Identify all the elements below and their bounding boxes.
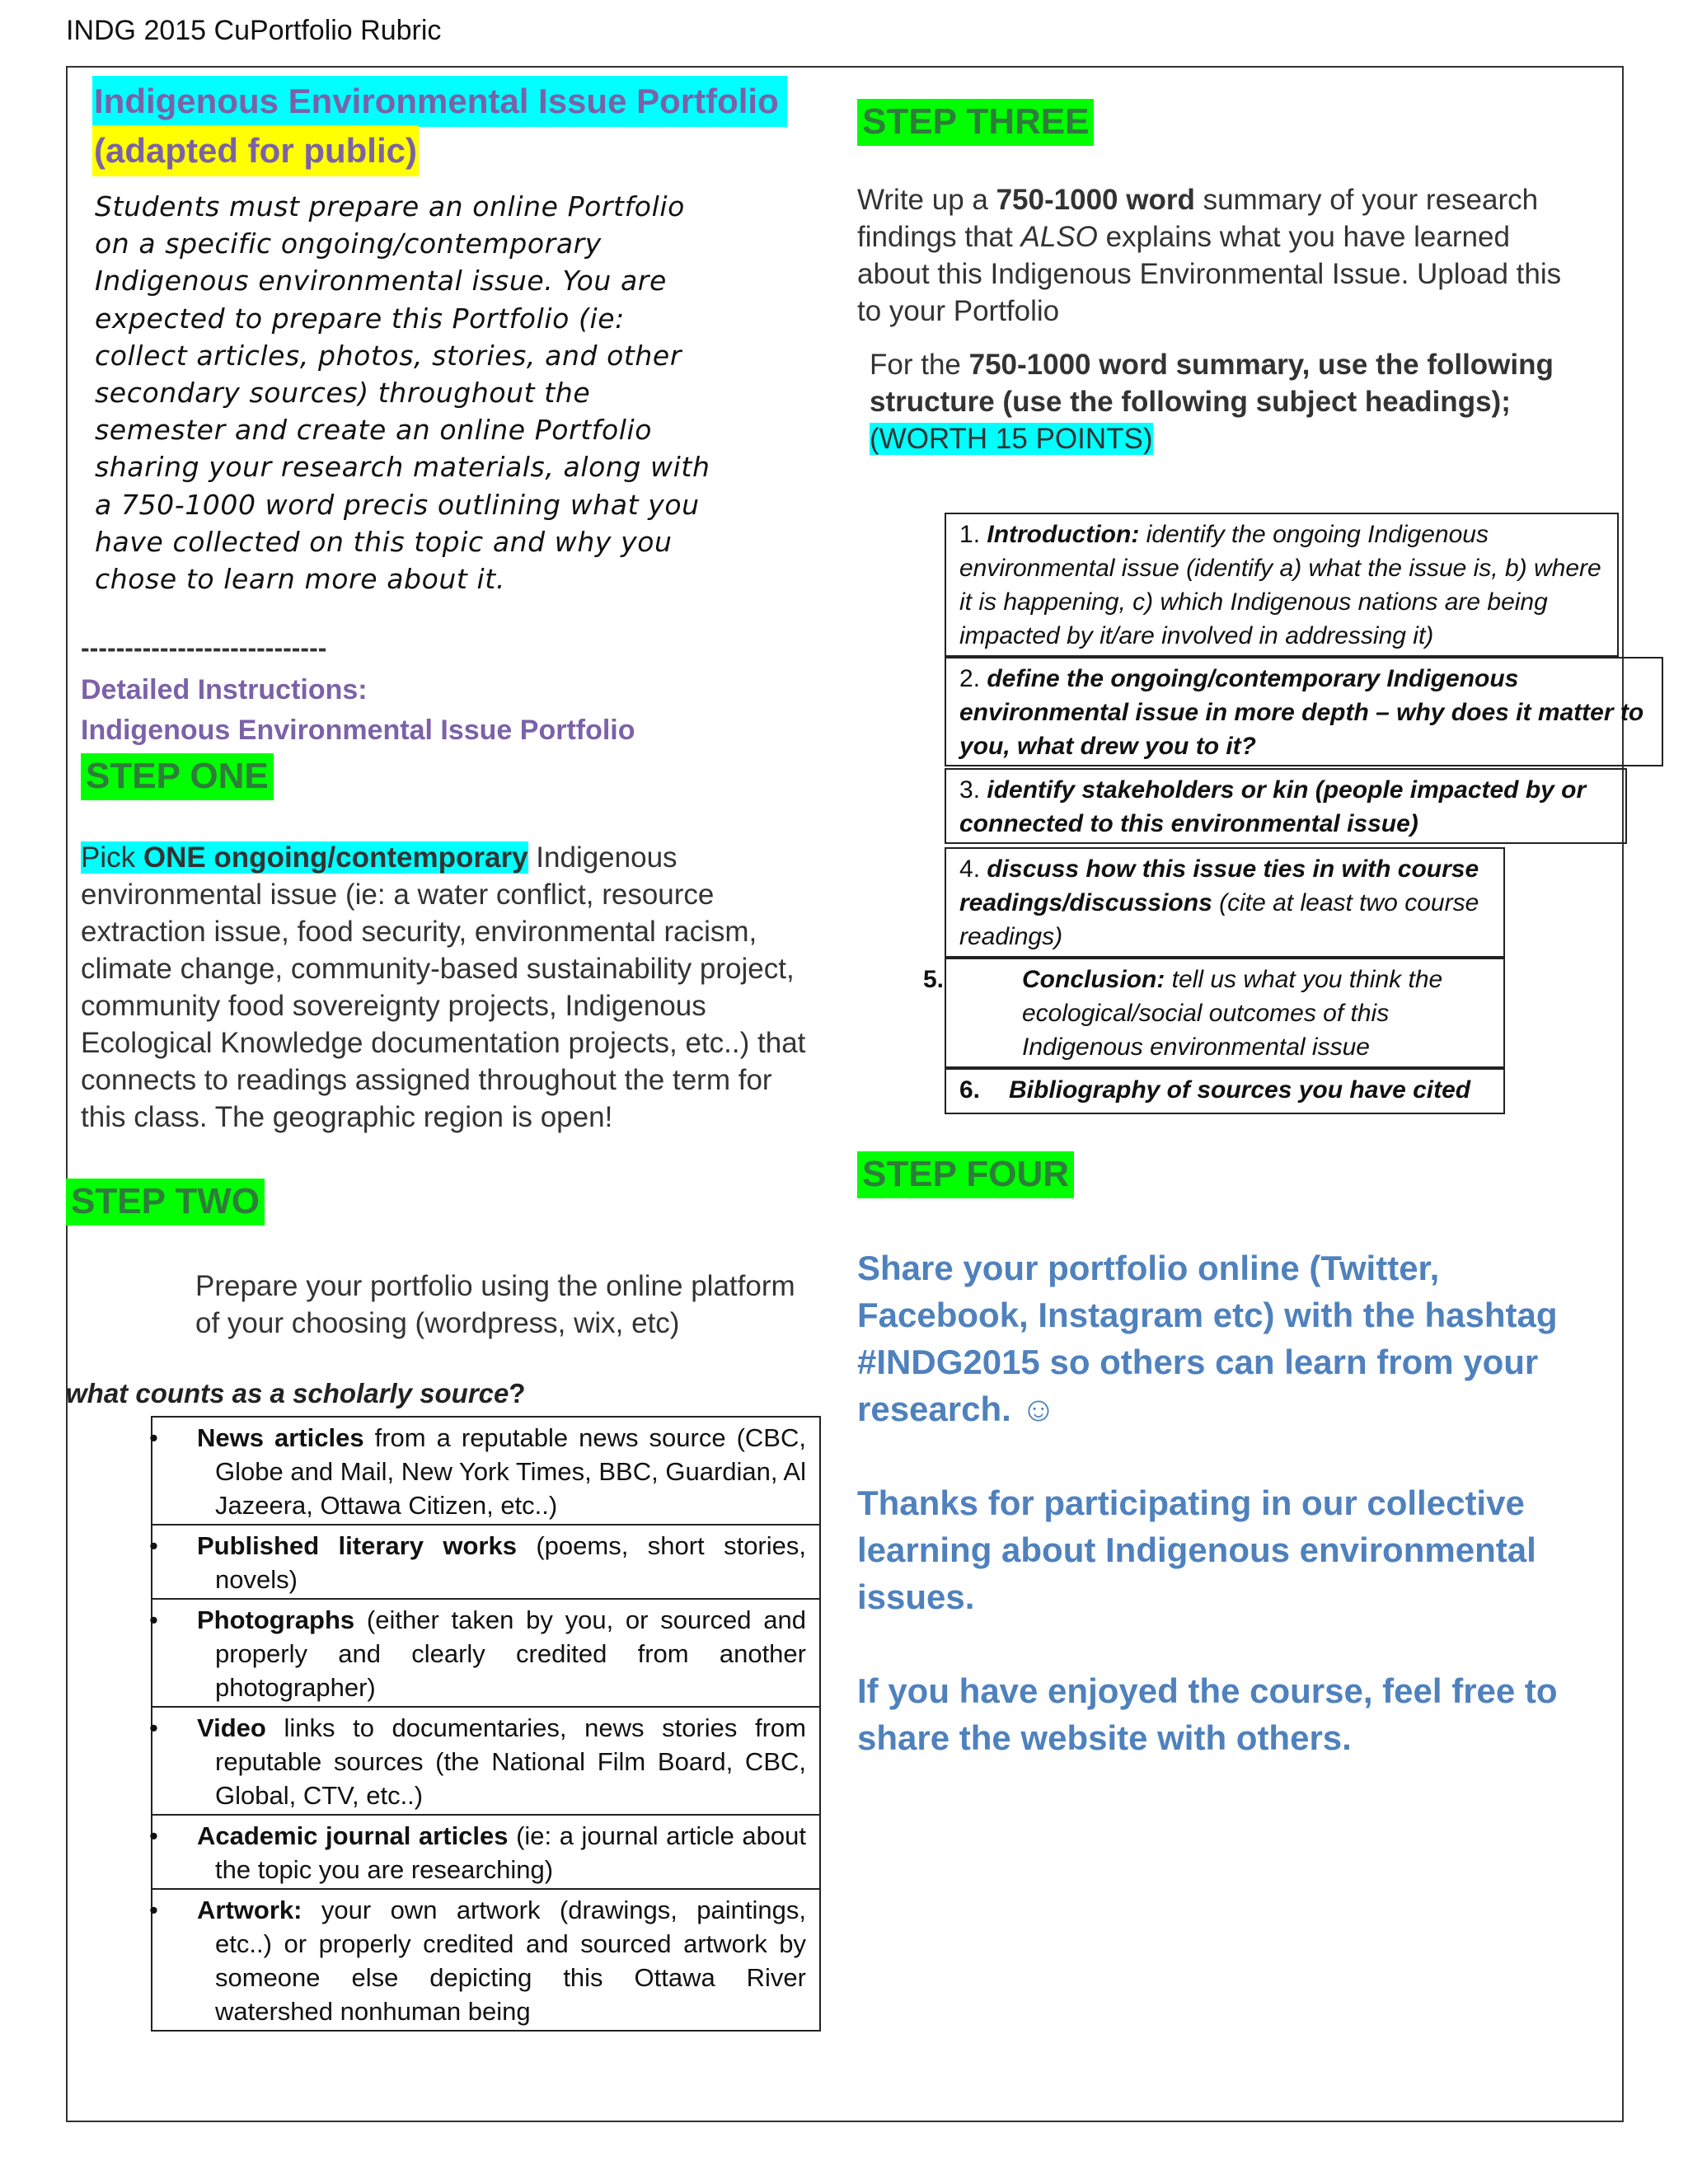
structure-heading: discuss how this issue ties in with course readings/discussions [959, 855, 1479, 916]
scholarly-question-mark: ? [509, 1378, 526, 1408]
bullet-icon: • [149, 1423, 158, 1452]
structure-sep: . [973, 776, 987, 804]
structure-sep: . [973, 665, 987, 692]
source-type: Artwork: [197, 1896, 302, 1924]
source-description: links to documentaries, news stories from reputable sources (the National Film Board, CBC, Global, CTV, etc..) [215, 1713, 806, 1810]
step-one-pick-highlight [81, 841, 528, 874]
scholarly-sources-table [151, 1416, 821, 2032]
structure-num: 1 [959, 521, 973, 548]
step-three-text-b: summary of your research findings that [857, 184, 1539, 253]
step-three-text-a: Write up a [857, 184, 996, 216]
source-type: Published literary works [197, 1531, 517, 1560]
structure-num: 5. [923, 966, 945, 993]
step-three-text [857, 181, 1582, 330]
structure-num: 6. [959, 1076, 981, 1104]
bullet-icon: • [149, 1713, 158, 1742]
table-row [149, 1816, 819, 1890]
step-one-rest: Indigenous environmental issue (ie: a water conflict, resource extraction issue, food security, environmental racism, climate change, community-based sustainability project, community food sovereignty projects, Indigenous Ecological Knowledge documentation projects, etc..) that connects to readings assigned throughout the term for this class. The geographic region is open! [81, 841, 806, 1133]
portfolio-title: Indigenous Environmental Issue Portfolio [92, 76, 787, 127]
structure-heading: Bibliography of sources you have cited [1009, 1076, 1471, 1104]
step-one-pick-bold: ONE ongoing/contemporary [143, 841, 528, 874]
step-two-label: STEP TWO [66, 1179, 265, 1226]
bullet-icon: • [149, 1896, 158, 1924]
structure-num: 2 [959, 665, 973, 692]
source-description: from a reputable news source (CBC, Globe and Mail, New York Times, BBC, Guardian, Al Jazeera, Ottawa Citizen, etc..) [215, 1423, 806, 1520]
table-row [149, 1418, 819, 1526]
structure-description: (cite at least two course readings) [959, 889, 1479, 950]
structure-box-4 [945, 847, 1505, 958]
source-type: Academic journal articles [197, 1821, 509, 1850]
source-description: (poems, short stories, novels) [215, 1531, 806, 1594]
table-row [149, 1708, 819, 1816]
table-row [149, 1600, 819, 1708]
structure-sep: . [973, 855, 987, 883]
step-three-word-count: 750-1000 word [996, 184, 1195, 216]
scholarly-question-text: what counts as a scholarly source [66, 1378, 509, 1408]
step-one-text [81, 839, 823, 1136]
bullet-icon: • [149, 1531, 158, 1560]
structure-sep: . [973, 521, 987, 548]
structure-instructions [870, 346, 1595, 457]
structure-num: 3 [959, 776, 973, 804]
structure-heading: Conclusion: [1022, 966, 1165, 993]
detailed-instructions-subtitle: Indigenous Environmental Issue Portfolio [81, 715, 635, 746]
source-description: (either taken by you, or sourced and properly and clearly credited from another photographer) [215, 1605, 806, 1702]
structure-box-2 [945, 657, 1663, 766]
step-four-label: STEP FOUR [857, 1151, 1074, 1198]
worth-points-highlight: (WORTH 15 POINTS) [870, 423, 1153, 455]
structure-description: identify the ongoing Indigenous environmental issue (identify a) what the issue is, b) where it is happening, c) which Indigenous nations are being impacted by it/are involved in addressing it) [959, 521, 1601, 649]
bullet-icon: • [149, 1821, 158, 1850]
intro-paragraph: Students must prepare an online Portfolio on a specific ongoing/contemporary Indigenous environmental issue. You are expected to prepare this Portfolio (ie: collect articles, photos, stories, and other secondary sources) throughout the semester and create an online Portfolio sharing your research materials, along with a 750-1000 word precis outlining what you have collected on this topic and why you chose to learn more about it. [95, 190, 710, 596]
structure-text-bold: 750-1000 word summary, use the following structure (use the following subject headings); [870, 349, 1554, 418]
structure-box-6 [945, 1068, 1505, 1114]
enjoyed-paragraph: If you have enjoyed the course, feel free to share the website with others. [857, 1671, 1558, 1757]
section-divider: ---------------------------- [81, 633, 327, 663]
source-description: your own artwork (drawings, paintings, etc..) or properly credited and sourced artwork by someone else depicting this Ottawa River watershed nonhuman being [215, 1896, 806, 2026]
step-one-pick: Pick [81, 841, 143, 874]
structure-heading: Introduction: [987, 521, 1140, 548]
bullet-icon: • [149, 1605, 158, 1634]
step-one-label: STEP ONE [81, 753, 274, 800]
structure-num: 4 [959, 855, 973, 883]
structure-heading: define the ongoing/contemporary Indigenous environmental issue in more depth – why does it matter to you, what drew you to it? [959, 665, 1644, 760]
structure-text-a: For the [870, 349, 969, 381]
scholarly-source-question [66, 1378, 526, 1409]
document-header: INDG 2015 CuPortfolio Rubric [66, 15, 442, 46]
detailed-instructions-label: Detailed Instructions: [81, 674, 368, 705]
structure-box-5 [923, 958, 1505, 1068]
source-type: News articles [197, 1423, 364, 1452]
table-row [149, 1526, 819, 1600]
source-type: Video [197, 1713, 266, 1742]
structure-box-3 [945, 768, 1627, 844]
source-description: (ie: a journal article about the topic you are researching) [215, 1821, 806, 1884]
step-two-text: Prepare your portfolio using the online platform of your choosing (wordpress, wix, etc) [195, 1270, 795, 1339]
table-row [149, 1890, 819, 2030]
share-paragraph: Share your portfolio online (Twitter, Facebook, Instagram etc) with the hashtag #INDG2015 so others can learn from your research. ☺ [857, 1249, 1558, 1428]
source-type: Photographs [197, 1605, 355, 1634]
portfolio-subtitle: (adapted for public) [92, 125, 419, 176]
thanks-paragraph: Thanks for participating in our collective learning about Indigenous environmental issues. [857, 1483, 1536, 1616]
structure-description: tell us what you think the ecological/social outcomes of this Indigenous environmental issue [1022, 966, 1443, 1061]
step-three-also: ALSO [1020, 221, 1098, 253]
step-three-text-c: explains what you have learned about this Indigenous Environmental Issue. Upload this to your Portfolio [857, 221, 1562, 327]
share-message [857, 1244, 1582, 1761]
step-three-label: STEP THREE [857, 99, 1094, 146]
structure-heading: identify stakeholders or kin (people impacted by or connected to this environmental issue) [959, 776, 1587, 837]
structure-box-1 [945, 513, 1619, 657]
